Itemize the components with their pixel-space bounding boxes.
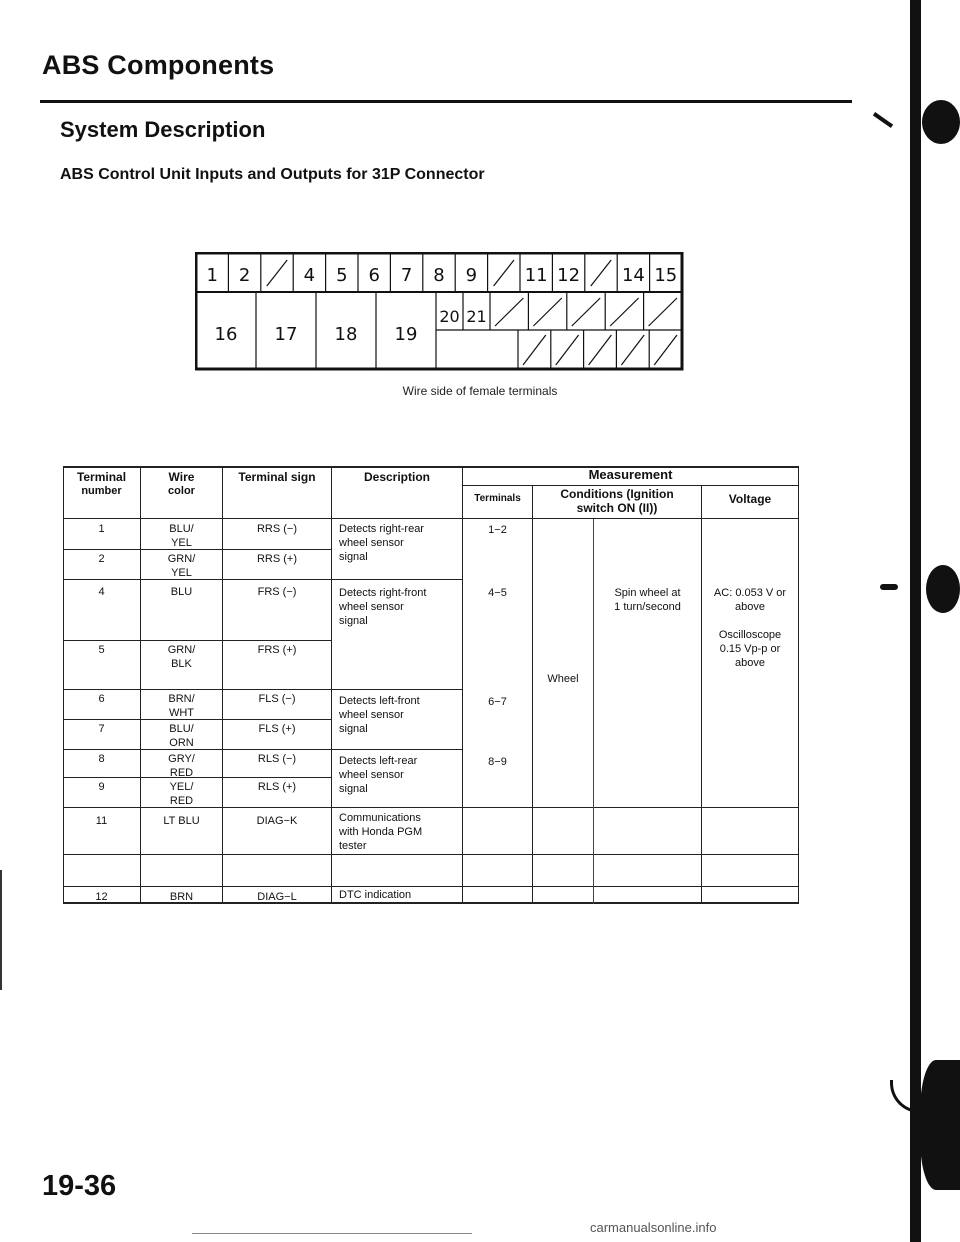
terminal-sign: DIAG−L: [257, 891, 297, 903]
connector-empty-pin: [654, 335, 677, 365]
connector-diagram: [195, 252, 685, 377]
row-sep-3: [63, 640, 332, 641]
description-diag-k: Communications with Honda PGM tester: [339, 812, 423, 852]
connector-pin-label: 18: [334, 324, 358, 345]
page-number: 19-36: [42, 1170, 117, 1202]
connector-pin-label: 12: [557, 265, 581, 286]
binding-tick-bottom: [890, 1080, 923, 1113]
row-sep-2: [63, 579, 463, 580]
voltage-spec: AC: 0.053 V or above Oscilloscope 0.15 Vp-p or above: [713, 587, 787, 669]
header-voltage: Voltage: [728, 492, 772, 506]
wire-color: [141, 780, 222, 808]
wire-color-line: GRY/: [168, 753, 195, 765]
connector-caption: Wire side of female terminals: [402, 384, 558, 398]
wire-color: [141, 552, 222, 580]
wire-color-line: GRN/: [167, 553, 196, 565]
terminal-pair-lf: 6−7: [488, 696, 507, 708]
connector-empty-pin: [494, 260, 514, 286]
wire-color-line: BLU/: [169, 523, 194, 535]
wire-color-line: GRN/: [167, 644, 196, 656]
wire-color: [141, 692, 222, 720]
terminal-sign: FRS (−): [257, 586, 297, 598]
wire-color: [141, 814, 222, 828]
connector-row-2: [215, 292, 682, 369]
measurement-sub-rule: [462, 485, 799, 486]
connector-pin-label: 20: [439, 307, 460, 326]
terminal-number: 12: [95, 891, 108, 903]
wire-color-line: YEL/: [169, 781, 194, 793]
connector-pin-label: 9: [465, 265, 478, 286]
connector-empty-pin: [495, 298, 523, 326]
connector-pin-label: 19: [394, 324, 418, 345]
col-sep-6: [701, 485, 702, 904]
measure-wheel: Wheel: [547, 673, 579, 685]
terminal-sign: RLS (+): [257, 781, 297, 793]
connector-pin-label: 14: [621, 265, 645, 286]
binding-tick-middle: [880, 584, 898, 590]
row-sep-4: [63, 689, 463, 690]
terminal-number: 11: [95, 815, 108, 827]
row-sep-9: [63, 854, 799, 855]
terminal-sign: FLS (−): [258, 693, 296, 705]
wire-color-line: BRN/: [168, 693, 195, 705]
connector-empty-pin: [591, 260, 611, 286]
wire-color-line: LT BLU: [163, 815, 200, 827]
terminal-pair-lr: 8−9: [488, 756, 507, 768]
wire-color-line: YEL: [171, 567, 192, 579]
connector-empty-pin: [572, 298, 600, 326]
connector-pin-label: 2: [238, 265, 251, 286]
terminal-number: 9: [98, 781, 105, 793]
connector-pin-label: 7: [400, 265, 413, 286]
terminal-sign: FRS (+): [257, 644, 297, 656]
watermark-text: carmanualsonline.info: [590, 1220, 717, 1235]
binding-bar: [910, 0, 921, 1242]
header-terminals: Terminals: [474, 493, 521, 504]
terminal-sign: RLS (−): [257, 753, 297, 765]
page-title: ABS Components: [42, 50, 275, 80]
header-terminal-number: Terminal number: [76, 470, 127, 497]
binding-mark-bottom: [920, 1060, 960, 1190]
connector-pin-label: 15: [654, 265, 678, 286]
row-sep-10: [63, 886, 799, 887]
left-page-edge: [0, 870, 2, 990]
description-rr: Detects right-rear wheel sensor signal: [339, 523, 424, 563]
wire-color-line: RED: [169, 795, 194, 807]
terminal-sign: RRS (+): [256, 553, 298, 565]
terminal-sign: FLS (+): [258, 723, 296, 735]
wire-color-line: WHT: [168, 707, 195, 719]
terminal-pair-rr: 1−2: [488, 524, 507, 536]
header-bottom-rule: [63, 518, 799, 519]
connector-pin-label: 1: [206, 265, 218, 286]
header-description: Description: [363, 470, 430, 484]
terminal-number: 7: [98, 723, 105, 735]
connector-empty-pin: [556, 335, 579, 365]
description-rf: Detects right-front wheel sensor signal: [339, 587, 427, 627]
section-title: System Description: [60, 117, 266, 142]
terminal-number: 8: [98, 753, 105, 765]
wire-color: [141, 522, 222, 550]
wire-color: [141, 643, 222, 671]
connector-pin-label: 21: [466, 307, 487, 326]
binding-tick-top: [873, 112, 893, 128]
wire-color: [141, 890, 222, 904]
connector-svg: [195, 252, 685, 372]
title-divider: [40, 100, 852, 103]
header-measurement: Measurement: [588, 467, 673, 482]
binding-mark-middle: [926, 565, 960, 613]
terminal-number: 2: [98, 553, 105, 565]
connector-pin-label: 6: [368, 265, 380, 286]
wire-color-line: RED: [169, 767, 194, 779]
connector-pin-label: 16: [214, 324, 238, 345]
connector-empty-pin: [533, 298, 561, 326]
connector-empty-pin: [523, 335, 546, 365]
wire-color-line: BLK: [171, 658, 192, 670]
terminal-number: 6: [98, 693, 105, 705]
connector-empty-pin: [610, 298, 638, 326]
terminal-number: 5: [98, 644, 105, 656]
connector-pin-label: 11: [524, 265, 548, 286]
header-conditions: Conditions (Ignition switch ON (II)): [560, 487, 674, 515]
connector-pin-label: 5: [336, 265, 348, 286]
terminal-table: [63, 466, 799, 904]
wire-color-line: ORN: [169, 737, 194, 749]
connector-empty-pin: [649, 298, 677, 326]
wire-color-line: BLU/: [169, 723, 194, 735]
header-terminal-sign: Terminal sign: [238, 470, 316, 484]
description-lf: Detects left-front wheel sensor signal: [339, 695, 420, 735]
col-sep-3: [331, 466, 332, 904]
connector-empty-pin: [621, 335, 644, 365]
wire-color: [141, 585, 222, 599]
terminal-number: 1: [98, 523, 105, 535]
wire-color: [141, 722, 222, 750]
row-sep-6: [63, 749, 463, 750]
table-border-right: [798, 466, 799, 904]
terminal-pair-rf: 4−5: [488, 587, 507, 599]
connector-row-1: [206, 254, 677, 292]
description-lr: Detects left-rear wheel sensor signal: [339, 755, 418, 795]
connector-pin-label: 4: [303, 265, 316, 286]
col-sep-5: [532, 485, 533, 904]
subsection-title: ABS Control Unit Inputs and Outputs for 31P Connector: [60, 166, 485, 183]
terminal-sign: DIAG−K: [256, 815, 298, 827]
connector-empty-pin: [267, 260, 287, 286]
wheel-col-divider: [593, 519, 594, 904]
binding-mark-top: [922, 100, 960, 144]
header-wire-color: Wire color: [168, 470, 195, 497]
wire-color-line: BLU: [170, 586, 193, 598]
condition-spin: Spin wheel at 1 turn/second: [614, 587, 681, 613]
connector-pin-label: 8: [433, 265, 445, 286]
wire-color-line: YEL: [171, 537, 192, 549]
connector-empty-pin: [589, 335, 612, 365]
description-diag-l: DTC indication: [339, 889, 412, 901]
footer-line: [192, 1233, 472, 1234]
connector-pin-label: 17: [274, 324, 298, 345]
wire-color: [141, 752, 222, 780]
terminal-number: 4: [98, 586, 105, 598]
wire-color-line: BRN: [169, 891, 194, 903]
terminal-sign: RRS (−): [256, 523, 298, 535]
